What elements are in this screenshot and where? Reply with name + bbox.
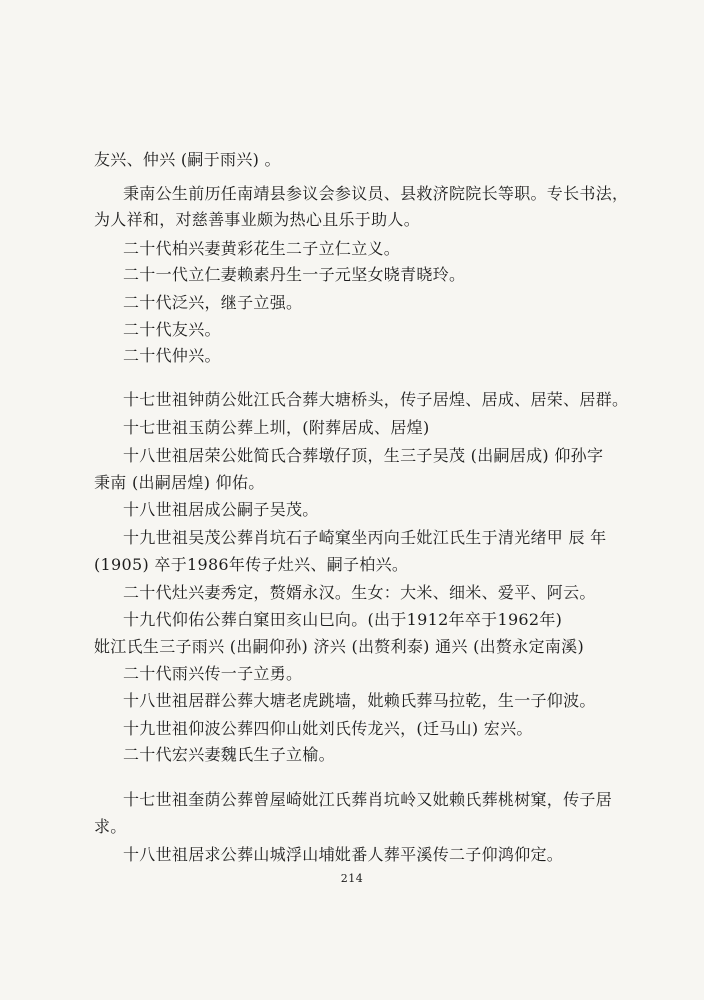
text-line: 十七世祖钟荫公妣江氏合葬大塘桥头，传子居煌、居成、居荣、居群。 <box>123 390 629 409</box>
text-line: 十七世祖玉荫公葬上圳，(附葬居成、居煌) <box>123 418 430 437</box>
text-line: 十八世祖居求公葬山城浮山埔妣番人葬平溪传二子仰鸿仰定。 <box>123 845 564 864</box>
text-line: 二十一代立仁妻赖素丹生一子元坚女晓青晓玲。 <box>123 265 466 284</box>
text-line: 十九世祖仰波公葬四仰山妣刘氏传龙兴，(迁马山) 宏兴。 <box>123 719 533 738</box>
text-line: 友兴、仲兴 (嗣于雨兴) 。 <box>94 150 281 169</box>
text-line: 为人祥和，对慈善事业颇为热心且乐于助人。 <box>94 210 421 229</box>
text-line: 二十代柏兴妻黄彩花生二子立仁立义。 <box>123 239 401 258</box>
text-line: 十八世祖居成公嗣子吴茂。 <box>123 500 319 519</box>
text-line: 二十代灶兴妻秀定，赘婿永汉。生女：大米、细米、爱平、阿云。 <box>123 583 596 602</box>
text-line: 十八世祖居荣公妣简氏合葬墩仔顶，生三子吴茂 (出嗣居成) 仰孙字 <box>123 446 604 465</box>
text-line: 十七世祖奎荫公葬曾屋崎妣江氏葬肖坑岭又妣赖氏葬桃树窠，传子居 <box>123 790 613 809</box>
text-line: 二十代泛兴，继子立强。 <box>123 293 303 312</box>
text-line: 十九代仰佑公葬白窠田亥山巳向。(出于1912年卒于1962年) <box>123 610 563 629</box>
text-line: 秉南公生前历任南靖县参议会参议员、县救济院院长等职。专长书法， <box>123 184 629 203</box>
text-line: 秉南 (出嗣居煌) 仰佑。 <box>94 473 265 492</box>
text-line: 妣江氏生三子雨兴 (出嗣仰孙) 济兴 (出赘利泰) 通兴 (出赘永定南溪) <box>94 637 584 656</box>
text-line: 二十代友兴。 <box>123 320 221 339</box>
text-line: (1905) 卒于1986年传子灶兴、嗣子柏兴。 <box>94 555 409 574</box>
text-line: 二十代宏兴妻魏氏生子立榆。 <box>123 745 335 764</box>
text-line: 求。 <box>94 817 127 836</box>
text-line: 十九世祖吴茂公葬肖坑石子崎窠坐丙向壬妣江氏生于清光绪甲 辰 年 <box>123 528 607 547</box>
text-line: 二十代雨兴传一子立勇。 <box>123 664 303 683</box>
page-number: 214 <box>340 872 364 885</box>
text-line: 十八世祖居群公葬大塘老虎跳墙，妣赖氏葬马拉乾，生一子仰波。 <box>123 691 596 710</box>
text-line: 二十代仲兴。 <box>123 346 221 365</box>
